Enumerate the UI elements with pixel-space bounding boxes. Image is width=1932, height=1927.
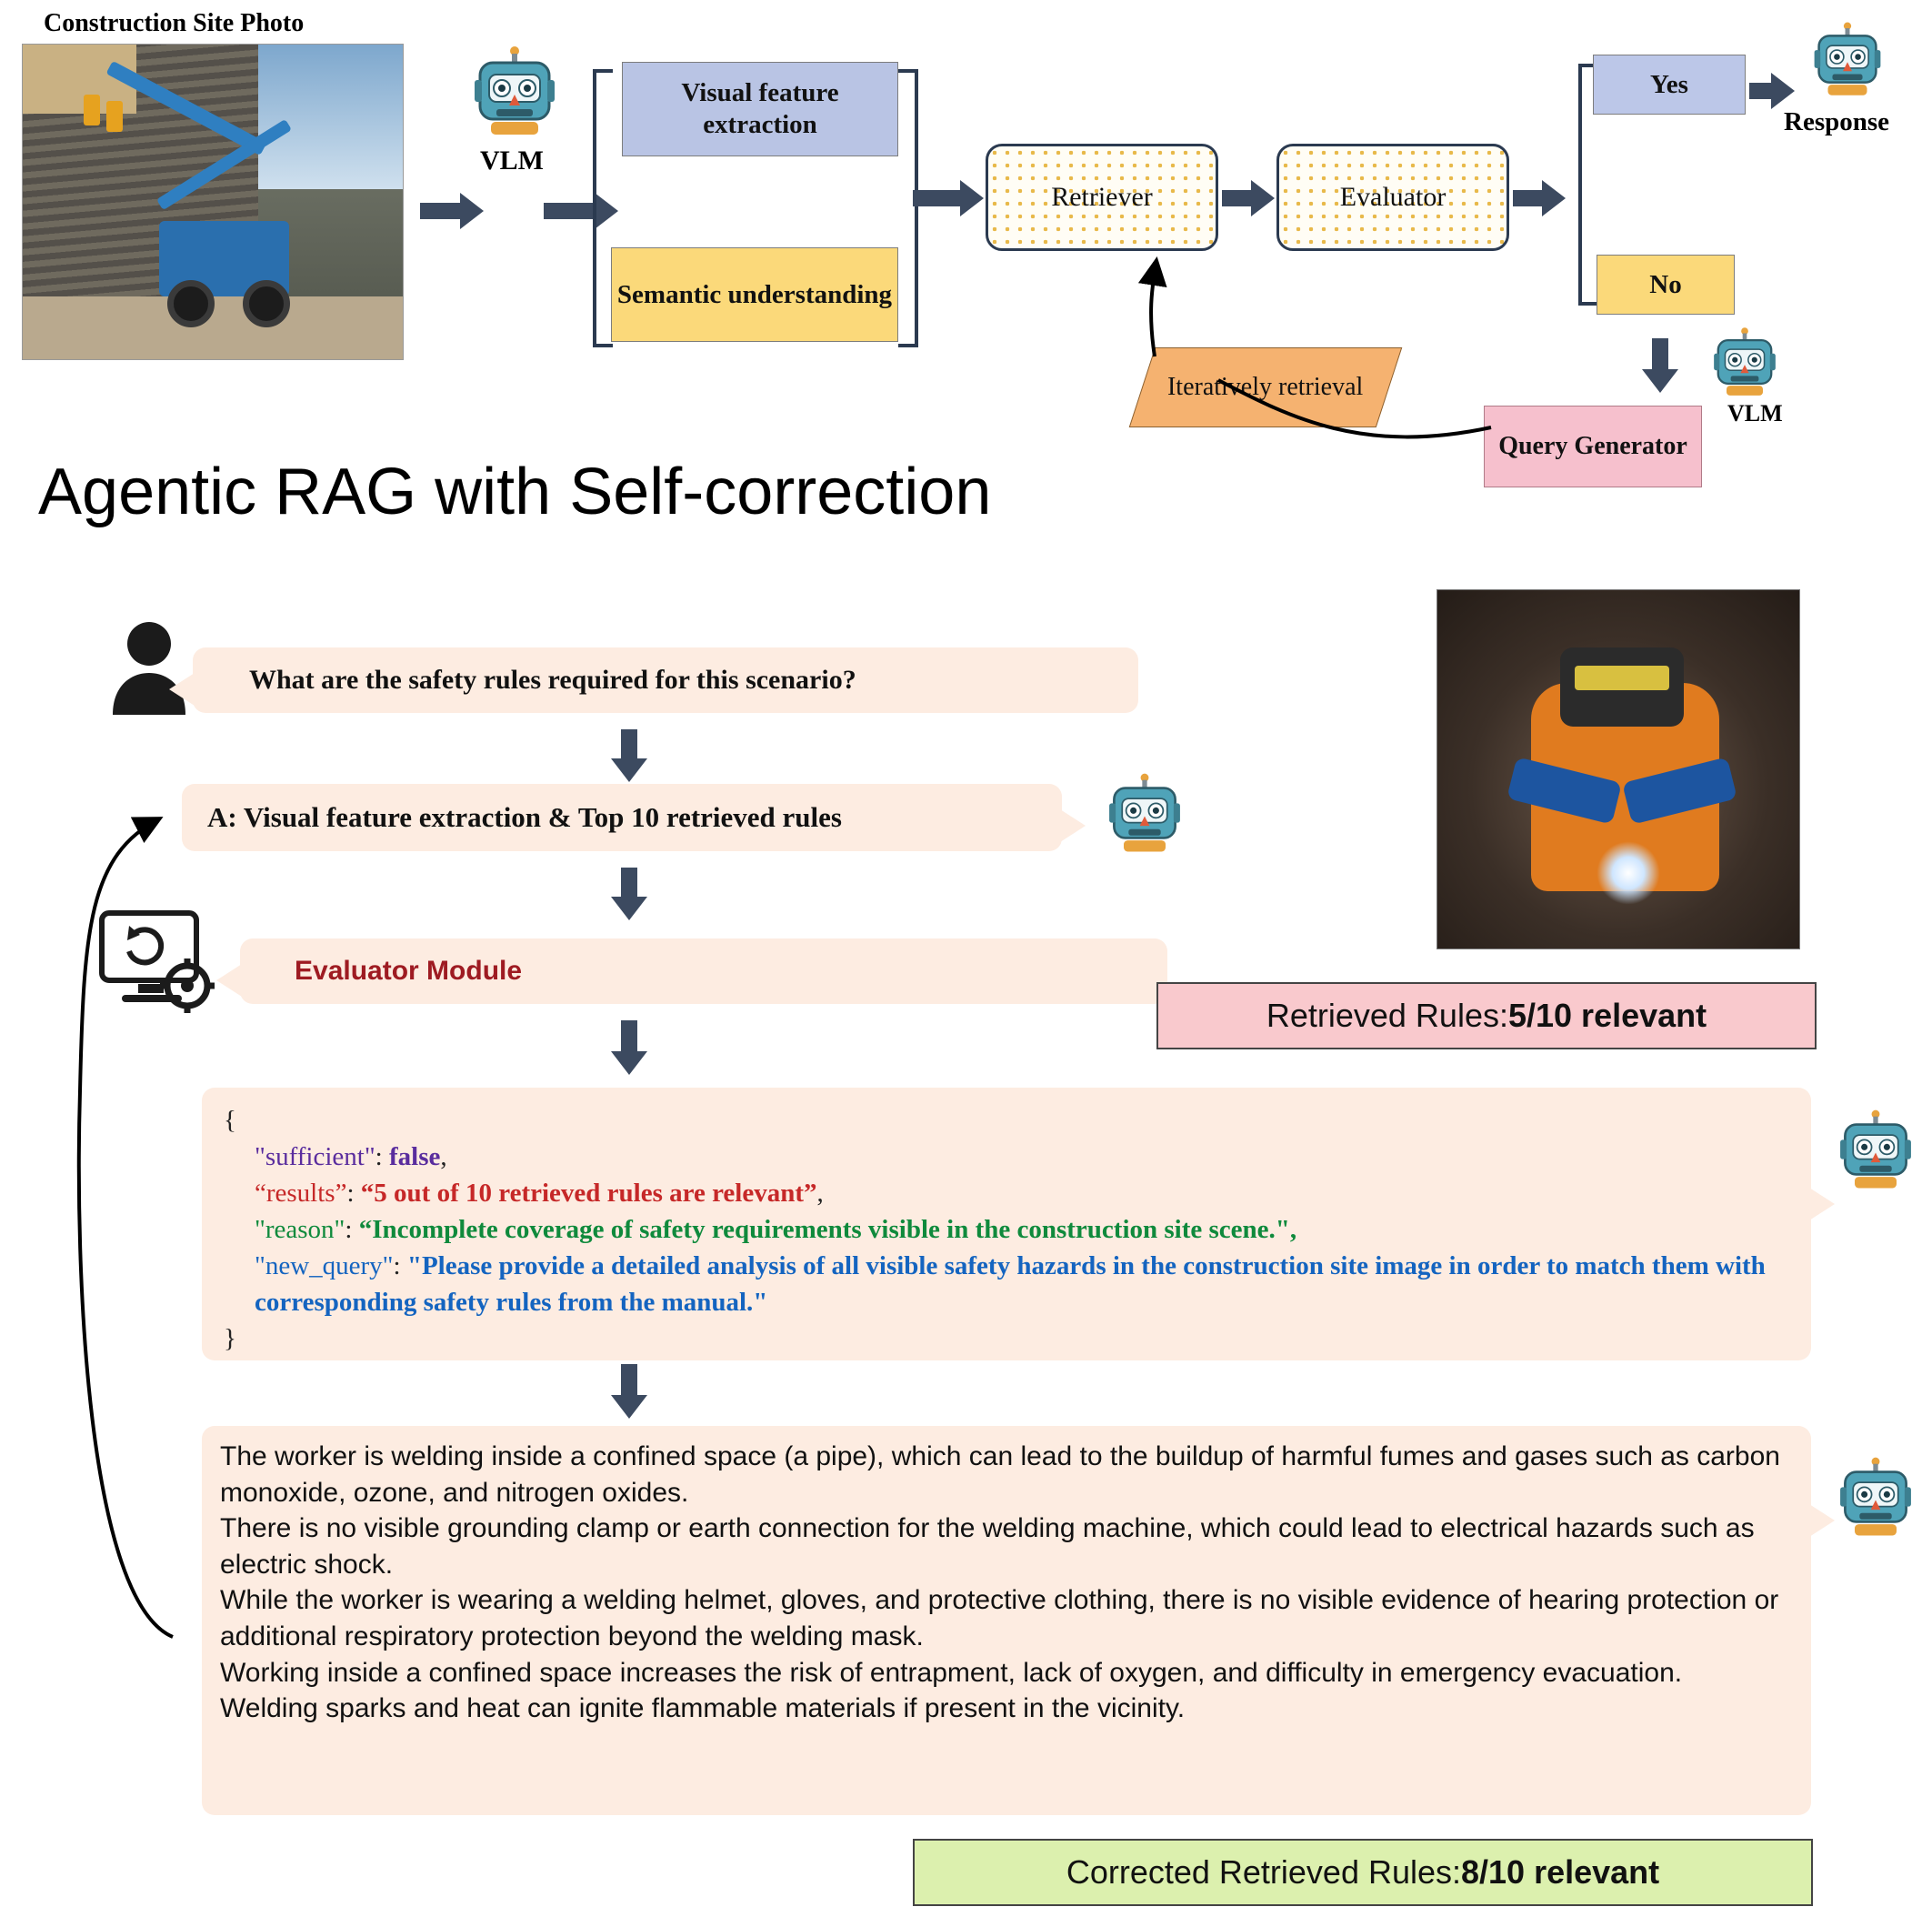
answer-step-text: A: Visual feature extraction & Top 10 retrieved rules: [207, 801, 842, 833]
arrow-question-to-answer: [611, 729, 647, 782]
arrow-evaluator-to-decision: [1513, 180, 1566, 216]
json-key-new-query: "new_query": [255, 1251, 394, 1281]
arrow-retriever-to-evaluator: [1222, 180, 1275, 216]
json-value-results: “5 out of 10 retrieved rules are relevant”: [360, 1179, 817, 1209]
json-open-brace: {: [224, 1106, 236, 1135]
evaluator-json-bubble: { "sufficient": false, “results”: “5 out of 10 retrieved rules are relevant”, "reason": “Incomplete coverage of safety requirements visible in the construction site scene.", "new_query": "Please provide a detailed analysis of all visible safety hazards in the construction site image in order to match them with corresponding safety rules from the manual." }: [202, 1088, 1811, 1360]
final-answer-bubble: [202, 1426, 1811, 1815]
json-key-reason: "reason": [255, 1215, 345, 1245]
json-value-new-query: "Please provide a detailed analysis of all visible safety hazards in the construction site image in order to match them with corresponding safety rules from the manual.": [255, 1251, 1766, 1318]
final-answer-line: There is no visible grounding clamp or earth connection for the welding machine, which could lead to electrical hazards such as electric shock.: [220, 1513, 1755, 1580]
assistant-robot-icon-2: [1837, 1108, 1915, 1196]
retrieved-rules-value: 5/10 relevant: [1507, 997, 1707, 1034]
final-answer-line: Welding sparks and heat can ignite flammable materials if present in the vicinity.: [220, 1693, 1186, 1724]
final-answer-line: The worker is welding inside a confined space (a pipe), which can lead to the buildup of harmful fumes and gases such as carbon monoxide, ozone, and nitrogen oxides.: [220, 1441, 1780, 1508]
vlm-label-left: VLM: [480, 146, 544, 176]
arrow-yes-to-response: [1749, 73, 1795, 109]
bracket-left: [593, 69, 613, 347]
arrow-answer-to-evaluator: [611, 868, 647, 920]
query-generator-box: Query Generator: [1484, 406, 1702, 487]
semantic-understanding-box: Semantic understanding: [611, 247, 898, 342]
retrieved-rules-badge: [1156, 982, 1817, 1049]
evaluator-monitor-icon: [98, 908, 218, 1018]
arrow-evaluator-to-json: [611, 1020, 647, 1075]
visual-feature-extraction-box: Visual feature extraction: [622, 62, 898, 156]
user-question-bubble: [193, 647, 1138, 713]
final-answer-line: While the worker is wearing a welding helmet, gloves, and protective clothing, there is no visible evidence of hearing protection or additional respiratory protection beyond the welding mask.: [220, 1585, 1779, 1651]
assistant-robot-icon-1: [1106, 771, 1184, 859]
user-question-text: What are the safety rules required for this scenario?: [249, 665, 856, 695]
retriever-box: Retriever: [986, 144, 1218, 251]
vlm-robot-icon: [473, 44, 556, 143]
corrected-rules-prefix: Corrected Retrieved Rules:: [1066, 1853, 1462, 1891]
answer-step-bubble: [182, 784, 1062, 851]
json-key-sufficient: "sufficient": [255, 1142, 375, 1172]
assistant-robot-icon-3: [1837, 1455, 1915, 1543]
page-title: Agentic RAG with Self-correction: [38, 456, 992, 528]
corrected-rules-value: 8/10 relevant: [1461, 1853, 1660, 1891]
arrow-json-to-answer: [611, 1364, 647, 1419]
final-answer-line: Working inside a confined space increases the risk of entrapment, lack of oxygen, and difficulty in emergency evacuation.: [220, 1657, 1683, 1688]
json-key-results: “results”: [255, 1179, 347, 1209]
evaluator-box: Evaluator: [1276, 144, 1509, 251]
iteratively-retrieval-box: [1129, 347, 1403, 427]
arrow-photo-to-vlm: [420, 193, 484, 229]
no-box: No: [1597, 255, 1735, 315]
corrected-retrieved-rules-badge: [913, 1839, 1813, 1906]
construction-photo-label: Construction Site Photo: [44, 9, 305, 37]
arrow-features-to-retriever: [913, 180, 984, 216]
evaluator-module-bubble: [240, 938, 1167, 1004]
json-value-reason: “Incomplete coverage of safety requirements visible in the construction site scene.",: [358, 1215, 1297, 1245]
json-value-sufficient: false: [388, 1142, 441, 1172]
json-close-brace: }: [224, 1324, 236, 1354]
response-label: Response: [1784, 107, 1890, 136]
retrieved-rules-prefix: Retrieved Rules:: [1266, 997, 1508, 1034]
welding-photo: [1436, 589, 1800, 949]
vlm-label-right: VLM: [1727, 400, 1783, 427]
iteratively-retrieval-label: Iteratively retrieval: [1167, 372, 1364, 401]
response-robot-icon: [1809, 20, 1886, 103]
vlm-robot-icon-right: [1709, 326, 1780, 403]
construction-site-photo: [22, 44, 404, 360]
arrow-no-to-vlm: [1642, 338, 1678, 393]
yes-box: Yes: [1593, 55, 1746, 115]
evaluator-module-text: Evaluator Module: [295, 956, 523, 986]
